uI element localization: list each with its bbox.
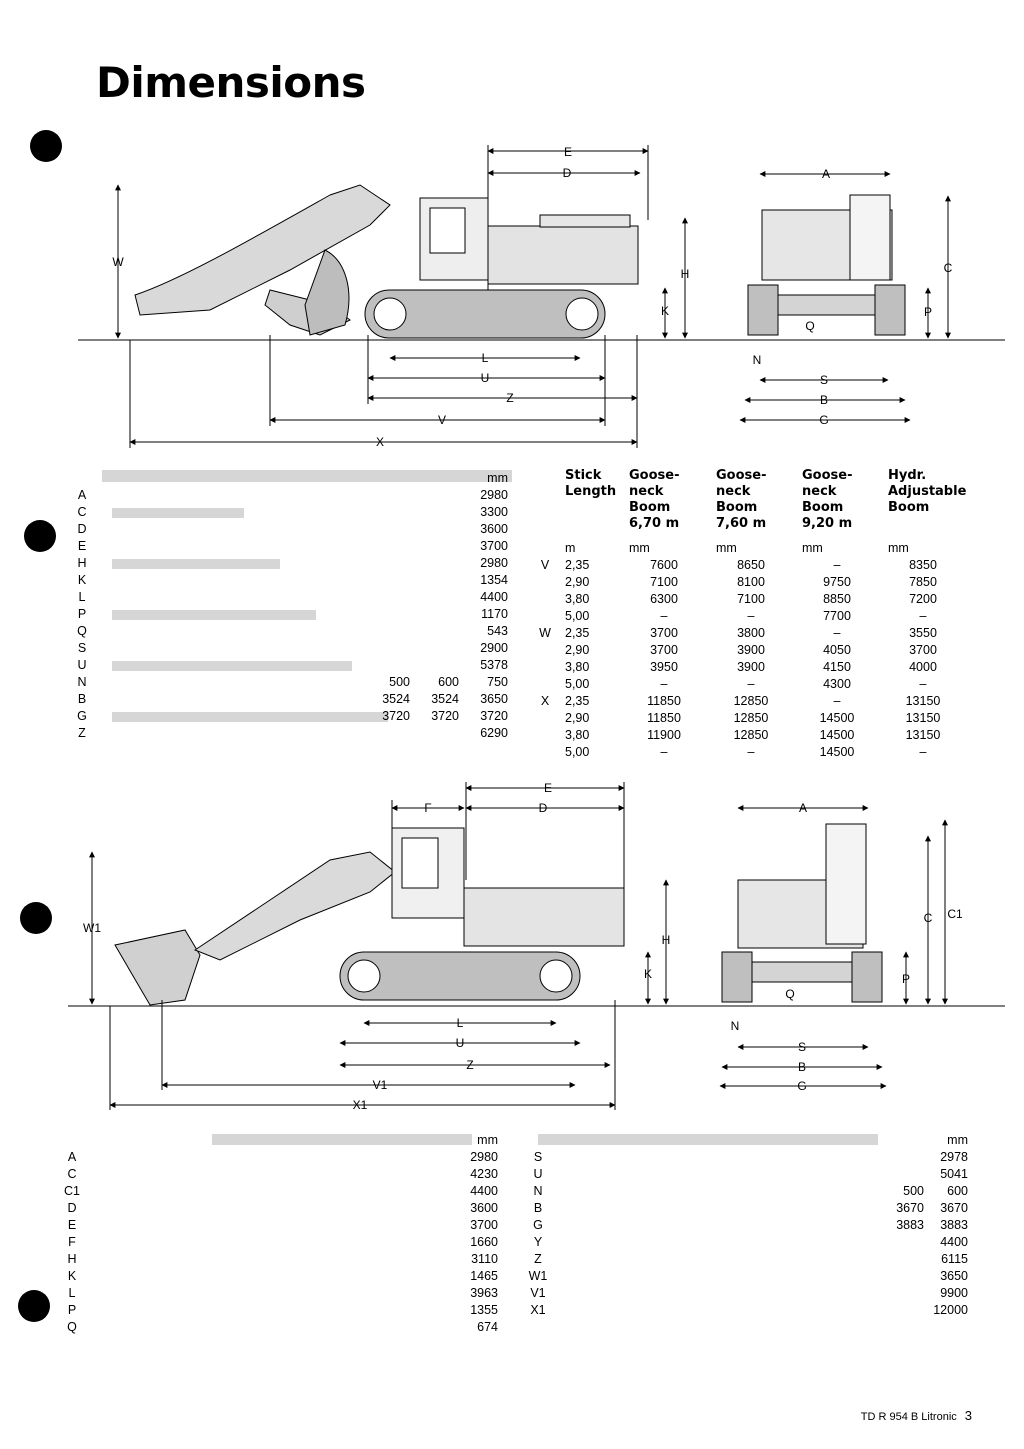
table-row (72, 725, 512, 742)
row-value: – (833, 694, 841, 708)
row-key: Z (78, 726, 86, 740)
table-row (62, 1251, 502, 1268)
table-row (62, 1217, 502, 1234)
page-title: Dimensions (96, 58, 366, 107)
row-value: – (660, 609, 668, 623)
row-value: 7100 (737, 592, 765, 606)
row-key: H (77, 556, 87, 570)
dim-label: S (797, 1040, 807, 1054)
table-row (528, 1251, 972, 1268)
row-key: K (77, 573, 87, 587)
dim-label: C (943, 261, 953, 275)
shade-mark (112, 661, 352, 671)
row-value: 3600 (470, 1201, 498, 1215)
stick-length: 2,35 (565, 558, 590, 572)
row-key: A (77, 488, 87, 502)
dim-label: A (821, 167, 831, 181)
row-value: 13150 (905, 694, 941, 708)
row-value: – (660, 677, 668, 691)
table-row (535, 693, 980, 710)
row-value: 3700 (650, 643, 678, 657)
row-value: 3650 (940, 1269, 968, 1283)
table-row (535, 727, 980, 744)
dim-label: F (424, 801, 432, 815)
row-key: U (77, 658, 87, 672)
dim-label: V (437, 413, 447, 427)
unit-cell: m (565, 541, 576, 555)
col-header-goose-760: Goose-neck Boom 7,60 m (716, 468, 767, 531)
row-key: K (67, 1269, 77, 1283)
row-value: 6300 (650, 592, 678, 606)
row-value: 2978 (940, 1150, 968, 1164)
shade-mark (112, 508, 244, 518)
row-value: 11850 (647, 694, 681, 708)
table-dimensions-shovel-left (62, 1132, 502, 1337)
row-key: D (77, 522, 87, 536)
col-header-goose-920: Goose-neck Boom 9,20 m (802, 468, 853, 531)
table-row (528, 1183, 972, 1200)
row-key: B (77, 692, 87, 706)
table-row (72, 606, 512, 623)
row-key: L (68, 1286, 76, 1300)
table-row (72, 674, 512, 691)
row-value: 3550 (909, 626, 937, 640)
row-value: 12850 (733, 728, 769, 742)
table-row (72, 572, 512, 589)
table-row (528, 1149, 972, 1166)
row-value: 600 (438, 675, 459, 689)
row-value: 3524 (431, 692, 459, 706)
table-row (62, 1149, 502, 1166)
row-value: 4400 (940, 1235, 968, 1249)
row-value: 3670 (896, 1201, 924, 1215)
row-value: 3720 (431, 709, 459, 723)
row-value: 4150 (823, 660, 851, 674)
row-value: – (919, 677, 927, 691)
table-row (535, 557, 980, 574)
row-value: 3800 (737, 626, 765, 640)
row-key: U (533, 1167, 543, 1181)
dim-label: W1 (83, 921, 101, 935)
table-row (72, 623, 512, 640)
row-key: A (67, 1150, 77, 1164)
row-value: 3900 (737, 660, 765, 674)
table-row (535, 574, 980, 591)
dim-label: P (923, 305, 933, 319)
row-value: 4230 (470, 1167, 498, 1181)
row-key: Z (534, 1252, 542, 1266)
row-value: 3650 (480, 692, 508, 706)
table-row (62, 1234, 502, 1251)
row-value: 14500 (819, 728, 855, 742)
row-value: 4300 (823, 677, 851, 691)
unit-header: mm (477, 1133, 498, 1147)
row-value: – (919, 745, 927, 759)
table-row (535, 642, 980, 659)
row-key: B (533, 1201, 543, 1215)
dim-label: V1 (372, 1078, 388, 1092)
row-value: 3900 (737, 643, 765, 657)
dim-label: N (730, 1019, 740, 1033)
dim-label: G (797, 1079, 807, 1093)
row-value: 12000 (933, 1303, 968, 1317)
dim-label: B (797, 1060, 807, 1074)
diagram-shovel (0, 780, 1024, 1120)
table-row (528, 1166, 972, 1183)
table-row (535, 744, 980, 761)
table-row (62, 1183, 502, 1200)
row-value: 1355 (470, 1303, 498, 1317)
stick-length: 2,90 (565, 575, 590, 589)
row-key: S (77, 641, 87, 655)
unit-header: mm (947, 1133, 968, 1147)
table-row (528, 1302, 972, 1319)
dim-label: C (923, 911, 933, 925)
dim-label: G (819, 413, 829, 427)
dim-label: Z (506, 391, 514, 405)
row-value: 8100 (737, 575, 765, 589)
page-footer (861, 1408, 972, 1423)
dim-label: D (562, 166, 572, 180)
row-value: 3883 (896, 1218, 924, 1232)
row-value: 3524 (382, 692, 410, 706)
stick-length: 2,90 (565, 711, 590, 725)
table-dimensions-backhoe (72, 470, 532, 740)
unit-cell: mm (629, 541, 650, 555)
row-value: 3950 (650, 660, 678, 674)
row-value: 3700 (650, 626, 678, 640)
row-value: 13150 (905, 711, 941, 725)
row-value: 1170 (481, 607, 508, 621)
table-row (535, 591, 980, 608)
table-row (72, 504, 512, 521)
row-value: 3883 (940, 1218, 968, 1232)
dim-label: S (819, 373, 829, 387)
row-value: 12850 (733, 711, 769, 725)
dim-label: Z (466, 1058, 474, 1072)
shade-mark (112, 610, 316, 620)
row-key: P (77, 607, 87, 621)
row-value: 7100 (650, 575, 678, 589)
stick-length: 2,35 (565, 626, 590, 640)
col-header-stick: Stick Length (565, 468, 617, 499)
table-row (62, 1302, 502, 1319)
row-value: 4050 (823, 643, 851, 657)
row-key: N (77, 675, 87, 689)
dim-label: Q (805, 319, 815, 333)
row-value: 3700 (470, 1218, 498, 1232)
row-group: X (540, 694, 550, 708)
dim-label: K (643, 967, 653, 981)
row-value: – (747, 745, 755, 759)
row-value: 1465 (470, 1269, 498, 1283)
row-value: 12850 (733, 694, 769, 708)
dim-label: B (819, 393, 829, 407)
row-key: Q (67, 1320, 77, 1334)
row-key: E (67, 1218, 77, 1232)
row-value: 8350 (909, 558, 937, 572)
table-row (528, 1234, 972, 1251)
row-value: 7200 (909, 592, 937, 606)
row-value: 14500 (819, 745, 855, 759)
table-row (72, 589, 512, 606)
row-value: 13150 (905, 728, 941, 742)
row-value: 600 (947, 1184, 968, 1198)
dim-label: D (538, 801, 548, 815)
row-key: Q (77, 624, 87, 638)
row-value: 3700 (480, 539, 508, 553)
table-stick-length (535, 468, 980, 758)
row-value: 11900 (647, 728, 681, 742)
row-value: – (660, 745, 668, 759)
row-value: 1354 (480, 573, 508, 587)
row-value: 14500 (819, 711, 855, 725)
row-value: 4400 (480, 590, 508, 604)
table-row (72, 538, 512, 555)
dim-label: H (661, 933, 671, 947)
row-value: 3670 (940, 1201, 968, 1215)
row-value: 5378 (480, 658, 508, 672)
row-value: 500 (389, 675, 410, 689)
row-value: – (747, 609, 755, 623)
stick-length: 2,35 (565, 694, 590, 708)
row-key: W1 (528, 1269, 548, 1283)
dim-label: E (543, 781, 553, 795)
row-group: W (539, 626, 551, 640)
row-value: 7600 (650, 558, 678, 572)
stick-length: 3,80 (565, 728, 590, 742)
stick-length: 5,00 (565, 677, 590, 691)
dim-label: U (455, 1036, 465, 1050)
table-row (72, 521, 512, 538)
row-value: 3963 (470, 1286, 498, 1300)
row-value: 3720 (382, 709, 410, 723)
dim-label: K (660, 304, 670, 318)
table-row (62, 1285, 502, 1302)
row-key: G (533, 1218, 543, 1232)
row-value: – (833, 626, 841, 640)
row-value: 9900 (940, 1286, 968, 1300)
row-key: F (68, 1235, 76, 1249)
table-row (62, 1319, 502, 1336)
row-value: 5041 (940, 1167, 968, 1181)
row-value: 8650 (737, 558, 765, 572)
row-key: Y (533, 1235, 543, 1249)
row-value: 3110 (471, 1252, 498, 1266)
col-header-hydr: Hydr. Adjustable Boom (888, 468, 967, 515)
row-key: L (78, 590, 86, 604)
row-key: P (67, 1303, 77, 1317)
row-value: 9750 (823, 575, 851, 589)
table-row (535, 608, 980, 625)
table-dimensions-shovel-right (528, 1132, 972, 1322)
row-group: V (540, 558, 550, 572)
row-value: 2900 (480, 641, 508, 655)
table-row (535, 625, 980, 642)
dim-label: L (481, 351, 489, 365)
dim-label: U (480, 371, 490, 385)
table-row (72, 487, 512, 504)
row-value: 6290 (480, 726, 508, 740)
row-value: 7700 (823, 609, 851, 623)
table-row (62, 1200, 502, 1217)
page-number: 3 (964, 1408, 972, 1423)
row-key: D (67, 1201, 77, 1215)
row-value: 3700 (909, 643, 937, 657)
dim-label: X (375, 435, 385, 449)
row-value: 750 (487, 675, 508, 689)
stick-length: 5,00 (565, 745, 590, 759)
row-key: H (67, 1252, 77, 1266)
row-value: 500 (903, 1184, 924, 1198)
dim-label: W (112, 255, 124, 269)
row-key: X1 (530, 1303, 546, 1317)
row-value: – (747, 677, 755, 691)
row-value: 2980 (480, 556, 508, 570)
dim-label: Q (785, 987, 795, 1001)
table-row (72, 708, 512, 725)
row-value: 4400 (470, 1184, 498, 1198)
row-value: 7850 (909, 575, 937, 589)
stick-length: 3,80 (565, 592, 590, 606)
unit-cell: mm (802, 541, 823, 555)
binder-hole-4 (18, 1290, 50, 1322)
stick-length: 2,90 (565, 643, 590, 657)
table-row (535, 676, 980, 693)
row-value: 6115 (941, 1252, 968, 1266)
row-value: 2980 (470, 1150, 498, 1164)
dim-label: P (901, 972, 911, 986)
dim-label: C1 (947, 907, 963, 921)
row-key: C (67, 1167, 77, 1181)
row-value: 3300 (480, 505, 508, 519)
col-header-goose-670: Goose-neck Boom 6,70 m (629, 468, 680, 531)
table-row (72, 555, 512, 572)
dim-label: H (680, 267, 690, 281)
table-row (72, 691, 512, 708)
row-value: – (833, 558, 841, 572)
table-row (528, 1200, 972, 1217)
row-value: 543 (487, 624, 508, 638)
table-row (528, 1217, 972, 1234)
unit-header: mm (487, 471, 508, 485)
shade-mark (112, 559, 280, 569)
row-key: E (77, 539, 87, 553)
row-value: – (919, 609, 927, 623)
row-value: 3600 (480, 522, 508, 536)
shade-mark (112, 712, 388, 722)
dim-label: E (563, 145, 573, 159)
dim-label: X1 (352, 1098, 368, 1112)
unit-cell: mm (888, 541, 909, 555)
dim-label: L (456, 1016, 464, 1030)
row-value: 2980 (480, 488, 508, 502)
row-key: C (77, 505, 87, 519)
row-key: C1 (64, 1184, 80, 1198)
row-value: 8850 (823, 592, 851, 606)
table-row (535, 710, 980, 727)
row-key: S (533, 1150, 543, 1164)
row-value: 4000 (909, 660, 937, 674)
table-row (528, 1268, 972, 1285)
row-key: N (533, 1184, 543, 1198)
row-key: V1 (530, 1286, 546, 1300)
row-value: 3720 (480, 709, 508, 723)
stick-length: 5,00 (565, 609, 590, 623)
unit-cell: mm (716, 541, 737, 555)
stick-length: 3,80 (565, 660, 590, 674)
table-row (535, 659, 980, 676)
table-row (72, 657, 512, 674)
row-value: 1660 (470, 1235, 498, 1249)
footer-doc-title: TD R 954 B Litronic (860, 1411, 957, 1423)
table-row (62, 1268, 502, 1285)
table-row (62, 1166, 502, 1183)
table-row (528, 1285, 972, 1302)
dim-label: A (798, 801, 808, 815)
table-row (72, 640, 512, 657)
row-value: 11850 (647, 711, 681, 725)
row-value: 674 (477, 1320, 498, 1334)
dim-label: N (752, 353, 762, 367)
row-key: G (77, 709, 87, 723)
